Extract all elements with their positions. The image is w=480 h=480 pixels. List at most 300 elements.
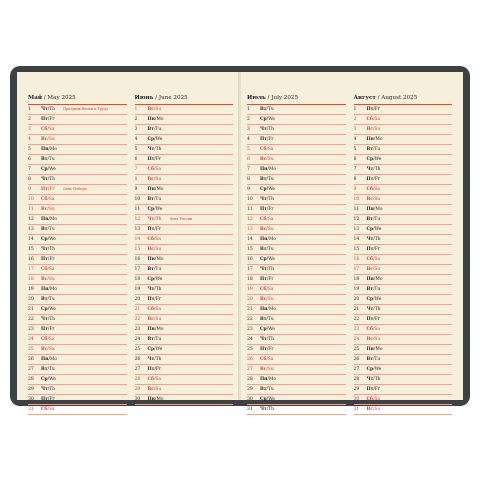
day-row <box>354 335 453 345</box>
weekday: Пн/Mo <box>147 117 164 122</box>
weekday: Чт/Th <box>41 317 55 322</box>
day-row <box>28 355 127 365</box>
weekday-en: Sa <box>374 327 381 332</box>
weekday-ru: Пт <box>41 187 48 192</box>
day-row <box>135 345 234 355</box>
weekday-en: Fr <box>155 367 162 372</box>
weekday-ru: Пт <box>260 207 267 212</box>
weekday-ru: Пн <box>41 217 49 222</box>
day-row <box>354 275 453 285</box>
weekday-en: Tu <box>48 227 55 232</box>
day-number: 31 <box>247 407 253 412</box>
day-number: 10 <box>134 197 141 202</box>
weekday-en: Fr <box>155 227 162 232</box>
day-number: 21 <box>247 307 253 312</box>
weekday-en: Fr <box>49 117 55 122</box>
weekday-ru: Сб <box>366 397 373 402</box>
holiday-note: День России <box>169 217 193 221</box>
weekday-ru: Чт <box>260 267 267 272</box>
day-row <box>247 155 346 165</box>
weekday-en: Mo <box>156 187 164 192</box>
weekday: Вс/Su <box>41 347 55 352</box>
weekday-ru: Ср <box>147 137 155 142</box>
weekday-en: Th <box>155 357 162 362</box>
weekday: Вс/Su <box>147 317 162 322</box>
weekday: Пн/Mo <box>147 257 164 262</box>
weekday-en: Th <box>49 107 55 112</box>
weekday: Вс/Su <box>366 407 381 412</box>
day-number: 9 <box>134 187 138 192</box>
weekday-en: Fr <box>374 247 381 252</box>
day-number: 26 <box>134 357 141 362</box>
weekday-en: Fr <box>155 157 162 162</box>
weekday-en: Sa <box>155 167 162 172</box>
weekday-ru: Чт <box>260 337 267 342</box>
weekday-en: Mo <box>268 167 276 172</box>
day-number: 20 <box>247 297 253 302</box>
day-number: 31 <box>28 407 34 412</box>
weekday-en: Sa <box>267 217 274 222</box>
day-number: 22 <box>247 317 253 322</box>
day-number: 30 <box>134 397 141 402</box>
weekday: Чт/Th <box>366 237 381 242</box>
day-row <box>247 275 346 285</box>
weekday-ru: Вт <box>366 217 373 222</box>
day-row <box>247 295 346 305</box>
weekday: Ср/We <box>41 237 56 242</box>
weekday-ru: Вс <box>147 387 154 392</box>
day-number: 7 <box>247 167 250 172</box>
day-row <box>247 205 346 215</box>
weekday-en: Mo <box>375 137 383 142</box>
weekday-en: Th <box>268 407 274 412</box>
weekday-en: We <box>49 167 56 172</box>
weekday-ru: Пн <box>260 237 268 242</box>
weekday: Вт/Tu <box>366 357 381 362</box>
day-row <box>354 145 453 155</box>
day-row <box>28 255 127 265</box>
weekday: Пт/Fr <box>147 157 162 162</box>
weekday-en: Mo <box>375 207 383 212</box>
day-row <box>28 165 127 175</box>
day-row <box>247 125 346 135</box>
day-row <box>247 375 346 385</box>
weekday-en: Mo <box>156 257 164 262</box>
weekday: Пт/Fr <box>366 387 381 392</box>
weekday: Пн/Mo <box>260 237 276 242</box>
weekday: Ср/We <box>41 307 56 312</box>
month-column-july <box>247 92 346 412</box>
day-number: 3 <box>247 127 250 132</box>
day-row <box>135 295 234 305</box>
day-number: 24 <box>28 337 34 342</box>
day-row <box>247 365 346 375</box>
day-row <box>135 385 234 395</box>
day-row <box>354 235 453 245</box>
weekday: Пн/Mo <box>147 397 164 402</box>
weekday: Чт/Th <box>260 127 274 132</box>
weekday-en: Th <box>374 237 381 242</box>
day-number: 3 <box>28 127 31 132</box>
day-number: 28 <box>247 377 253 382</box>
weekday-ru: Ср <box>147 277 155 282</box>
day-number: 16 <box>28 257 34 262</box>
weekday: Сб/Sa <box>147 307 162 312</box>
weekday-ru: Пн <box>147 257 155 262</box>
weekday-en: Su <box>374 267 381 272</box>
day-number: 7 <box>353 167 357 172</box>
weekday-ru: Вт <box>260 247 267 252</box>
day-row <box>135 205 234 215</box>
day-row <box>135 175 234 185</box>
month-header: Август / August 2025 <box>354 92 453 105</box>
weekday-en: We <box>374 367 382 372</box>
weekday-ru: Чт <box>147 217 155 222</box>
weekday: Чт/Th <box>147 287 162 292</box>
day-row <box>135 355 234 365</box>
weekday: Вт/Tu <box>260 387 274 392</box>
day-number: 11 <box>247 207 253 212</box>
day-number: 8 <box>28 177 31 182</box>
day-row <box>354 395 453 405</box>
day-row <box>354 365 453 375</box>
weekday: Чт/Th <box>147 217 162 222</box>
weekday: Чт/Th <box>41 247 55 252</box>
day-number: 9 <box>353 187 357 192</box>
weekday-ru: Чт <box>41 387 48 392</box>
weekday: Ср/We <box>260 117 275 122</box>
day-number: 5 <box>353 147 357 152</box>
weekday: Сб/Sa <box>260 217 274 222</box>
day-row <box>28 265 127 275</box>
weekday-ru: Сб <box>41 197 48 202</box>
day-number: 14 <box>353 237 360 242</box>
day-number: 4 <box>247 137 250 142</box>
day-row <box>135 395 234 405</box>
month-year: 2025 <box>61 95 76 101</box>
weekday: Сб/Sa <box>366 187 381 192</box>
weekday-ru: Сб <box>147 377 154 382</box>
weekday-en: Th <box>268 127 274 132</box>
weekday-en: Sa <box>374 257 381 262</box>
weekday-en: Sa <box>267 357 274 362</box>
weekday: Вт/Tu <box>260 317 274 322</box>
day-number: 1 <box>247 107 250 112</box>
weekday-en: We <box>268 257 275 262</box>
weekday-ru: Ср <box>41 307 48 312</box>
day-row <box>135 145 234 155</box>
day-row <box>247 165 346 175</box>
holiday-note: Праздник Весны и Труда <box>63 107 109 111</box>
weekday-ru: Пн <box>260 307 268 312</box>
weekday-ru: Ср <box>260 187 267 192</box>
weekday-ru: Пт <box>366 317 374 322</box>
weekday-ru: Чт <box>147 357 155 362</box>
weekday: Чт/Th <box>366 377 381 382</box>
day-row <box>247 255 346 265</box>
day-number: 5 <box>28 147 31 152</box>
day-number: 26 <box>353 357 360 362</box>
weekday: Чт/Th <box>147 357 162 362</box>
day-number: 16 <box>247 257 253 262</box>
day-number: 1 <box>353 107 357 112</box>
weekday-en: Sa <box>48 197 55 202</box>
weekday-ru: Чт <box>41 107 48 112</box>
day-number: 1 <box>134 107 138 112</box>
weekday-en: Tu <box>155 127 162 132</box>
weekday: Вт/Tu <box>147 197 162 202</box>
day-row <box>135 235 234 245</box>
weekday: Пт/Fr <box>260 277 274 282</box>
day-number: 6 <box>247 157 250 162</box>
weekday-en: Sa <box>374 187 381 192</box>
weekday-en: Su <box>267 227 274 232</box>
weekday: Вс/Su <box>366 127 381 132</box>
weekday-en: Su <box>48 347 55 352</box>
day-number: 25 <box>28 347 34 352</box>
weekday-en: Sa <box>48 267 55 272</box>
day-number: 22 <box>28 317 34 322</box>
day-row <box>247 385 346 395</box>
day-row <box>28 295 127 305</box>
day-number: 20 <box>353 297 360 302</box>
day-row <box>28 125 127 135</box>
weekday-ru: Пт <box>41 117 48 122</box>
weekday: Чт/Th <box>260 267 274 272</box>
weekday: Вс/Su <box>41 137 55 142</box>
weekday-en: We <box>155 137 163 142</box>
day-row <box>247 335 346 345</box>
day-number: 27 <box>28 367 34 372</box>
weekday: Ср/We <box>41 377 56 382</box>
weekday: Сб/Sa <box>41 127 55 132</box>
weekday-ru: Пн <box>260 167 268 172</box>
weekday-en: Th <box>374 377 381 382</box>
weekday-ru: Чт <box>147 287 155 292</box>
day-number: 15 <box>28 247 34 252</box>
weekday: Сб/Sa <box>41 267 55 272</box>
month-column-may <box>28 92 127 412</box>
month-name-en: August <box>381 95 402 101</box>
day-row <box>28 225 127 235</box>
weekday-en: Fr <box>268 207 274 212</box>
day-row <box>28 185 127 195</box>
weekday: Пн/Mo <box>41 147 57 152</box>
weekday-en: Th <box>49 317 55 322</box>
weekday-en: Tu <box>267 247 274 252</box>
day-row <box>28 395 127 405</box>
weekday-en: Sa <box>267 147 274 152</box>
weekday-en: Su <box>48 207 55 212</box>
day-number: 4 <box>28 137 31 142</box>
day-number: 25 <box>247 347 253 352</box>
weekday: Вт/Tu <box>366 217 381 222</box>
weekday: Сб/Sa <box>260 287 274 292</box>
day-row <box>354 225 453 235</box>
day-number: 3 <box>353 127 357 132</box>
weekday-en: Su <box>374 337 381 342</box>
weekday: Чт/Th <box>260 337 274 342</box>
weekday: Ср/We <box>147 207 163 212</box>
weekday-ru: Сб <box>260 287 267 292</box>
weekday-ru: Пн <box>147 397 155 402</box>
weekday-en: Th <box>49 387 55 392</box>
weekday-ru: Пт <box>147 367 155 372</box>
day-row <box>28 115 127 125</box>
weekday-en: Tu <box>267 317 274 322</box>
weekday-en: Sa <box>155 377 162 382</box>
day-number: 12 <box>134 217 141 222</box>
weekday-en: Fr <box>268 347 274 352</box>
day-row <box>247 355 346 365</box>
weekday-ru: Чт <box>366 237 374 242</box>
day-row <box>135 315 234 325</box>
day-row <box>28 175 127 185</box>
day-number: 10 <box>247 197 253 202</box>
day-row <box>135 105 234 115</box>
weekday: Пт/Fr <box>366 317 381 322</box>
day-row <box>247 325 346 335</box>
weekday-en: We <box>374 157 382 162</box>
weekday-ru: Пт <box>366 247 374 252</box>
weekday-en: Mo <box>156 117 164 122</box>
weekday: Пт/Fr <box>366 107 381 112</box>
weekday-ru: Вс <box>147 177 154 182</box>
day-number: 26 <box>247 357 253 362</box>
weekday-en: Fr <box>374 177 381 182</box>
day-number: 17 <box>353 267 360 272</box>
weekday-ru: Вс <box>147 317 154 322</box>
day-row <box>28 335 127 345</box>
day-row <box>28 135 127 145</box>
weekday-ru: Ср <box>41 237 48 242</box>
weekday: Пн/Mo <box>41 357 57 362</box>
day-number: 6 <box>28 157 31 162</box>
month-year: 2025 <box>403 95 418 101</box>
day-number: 19 <box>134 287 141 292</box>
day-row <box>354 345 453 355</box>
weekday-en: Fr <box>49 257 55 262</box>
day-row <box>247 135 346 145</box>
weekday: Ср/We <box>366 367 382 372</box>
weekday-en: Su <box>374 127 381 132</box>
day-row <box>354 175 453 185</box>
day-row <box>247 265 346 275</box>
month-name-ru: Май <box>28 95 42 101</box>
weekday-ru: Вт <box>147 267 154 272</box>
weekday-en: Sa <box>155 237 162 242</box>
weekday: Вт/Tu <box>366 147 381 152</box>
day-row <box>354 285 453 295</box>
day-number: 10 <box>353 197 360 202</box>
weekday-en: Th <box>155 287 162 292</box>
day-row <box>135 195 234 205</box>
weekday-ru: Вс <box>260 157 267 162</box>
day-row <box>354 325 453 335</box>
weekday: Сб/Sa <box>147 377 162 382</box>
day-row <box>28 375 127 385</box>
day-row <box>28 105 127 115</box>
weekday-ru: Вт <box>41 297 48 302</box>
weekday-en: We <box>374 297 382 302</box>
weekday-en: We <box>268 397 275 402</box>
weekday: Пн/Mo <box>260 167 276 172</box>
weekday: Ср/We <box>366 227 382 232</box>
weekday-en: Tu <box>48 157 55 162</box>
weekday-en: Th <box>268 337 274 342</box>
weekday-en: Mo <box>49 217 57 222</box>
day-number: 18 <box>247 277 253 282</box>
month-name-en: June <box>158 95 172 101</box>
day-row <box>28 385 127 395</box>
weekday-en: Th <box>155 217 162 222</box>
day-row <box>135 215 234 225</box>
weekday: Ср/We <box>366 297 382 302</box>
day-row <box>247 345 346 355</box>
day-row <box>28 285 127 295</box>
weekday-en: Tu <box>267 387 274 392</box>
day-number: 11 <box>134 207 141 212</box>
weekday-ru: Сб <box>147 307 154 312</box>
weekday-ru: Ср <box>366 227 374 232</box>
day-number: 10 <box>28 197 34 202</box>
day-number: 29 <box>353 387 360 392</box>
weekday-ru: Пт <box>41 257 48 262</box>
weekday-ru: Ср <box>366 157 374 162</box>
weekday-ru: Чт <box>41 177 48 182</box>
day-row <box>135 125 234 135</box>
day-row <box>354 305 453 315</box>
weekday-ru: Вт <box>366 357 373 362</box>
weekday: Вт/Tu <box>147 127 162 132</box>
weekday-ru: Чт <box>366 377 374 382</box>
weekday-en: Mo <box>268 307 276 312</box>
weekday-en: Su <box>267 297 274 302</box>
weekday-en: Su <box>155 247 162 252</box>
day-number: 14 <box>28 237 34 242</box>
day-row <box>354 105 453 115</box>
day-number: 9 <box>247 187 250 192</box>
day-number: 13 <box>247 227 253 232</box>
weekday-en: Mo <box>49 147 57 152</box>
weekday-ru: Чт <box>260 197 267 202</box>
weekday-ru: Ср <box>147 207 155 212</box>
weekday-en: Sa <box>155 307 162 312</box>
weekday: Вс/Su <box>41 207 55 212</box>
day-row <box>28 365 127 375</box>
day-number: 17 <box>28 267 34 272</box>
day-number: 8 <box>247 177 250 182</box>
weekday-ru: Пт <box>147 227 155 232</box>
day-row <box>28 315 127 325</box>
day-row <box>247 195 346 205</box>
day-number: 9 <box>28 187 31 192</box>
weekday-ru: Сб <box>366 327 373 332</box>
day-row <box>354 205 453 215</box>
weekday-en: Fr <box>49 397 55 402</box>
weekday-ru: Вт <box>147 197 154 202</box>
weekday: Вс/Su <box>260 227 274 232</box>
weekday-en: Th <box>268 267 274 272</box>
weekday-ru: Пт <box>260 277 267 282</box>
weekday-en: Th <box>155 147 162 152</box>
day-row <box>354 155 453 165</box>
day-number: 22 <box>134 317 141 322</box>
weekday-ru: Вс <box>366 127 373 132</box>
weekday: Пт/Fr <box>41 397 55 402</box>
weekday-ru: Пн <box>147 327 155 332</box>
day-number: 6 <box>134 157 138 162</box>
